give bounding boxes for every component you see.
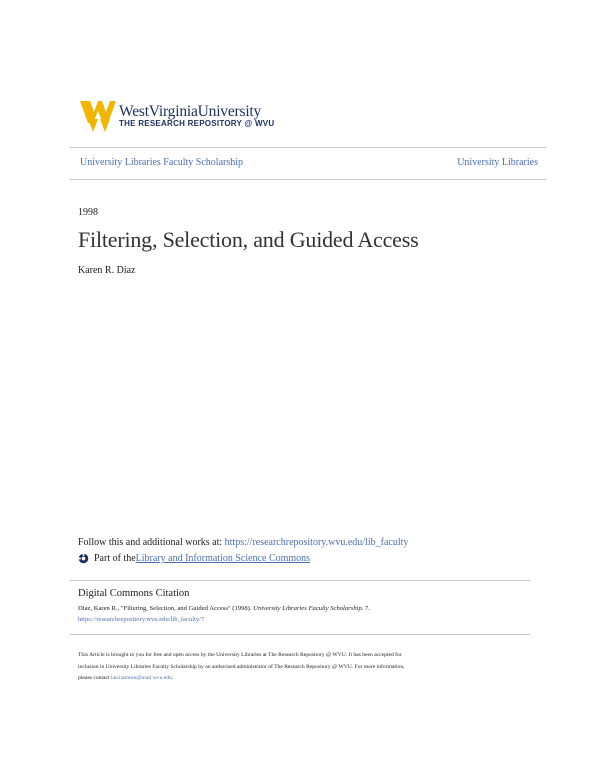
follow-line xyxy=(78,537,408,548)
collection-link[interactable]: University Libraries Faculty Scholarship xyxy=(80,157,244,168)
part-of-line xyxy=(78,553,310,564)
wvu-logo[interactable] xyxy=(80,99,274,133)
access-notice xyxy=(78,650,538,685)
network-icon xyxy=(78,553,89,564)
notice-line-3 xyxy=(78,673,538,685)
notice-line-2: inclusion in University Libraries Faculty Scholarship by an authorized administrator of The Research Repository @ WVU. For more information, xyxy=(78,663,405,670)
part-of-prefix: Part of the xyxy=(94,553,136,564)
notice-contact-prefix: please contact xyxy=(78,675,111,681)
logo-university-name: WestVirginiaUniversity xyxy=(119,102,262,120)
unit-link[interactable]: University Libraries xyxy=(457,157,538,168)
citation-text-prefix: Diaz, Karen R., "Filtering, Selection, and Guided Access" (1998). xyxy=(78,605,254,612)
citation-text xyxy=(78,603,370,614)
citation-url-link[interactable]: https://researchrepository.wvu.edu/lib_faculty/7 xyxy=(78,616,205,623)
commons-link[interactable]: Library and Information Science Commons xyxy=(135,553,311,564)
article-title: Filtering, Selection, and Guided Access xyxy=(78,227,419,252)
nav-divider xyxy=(70,179,546,180)
contact-email-link[interactable]: ian.harmon@mail.wvu.edu xyxy=(110,675,172,681)
notice-contact-suffix: . xyxy=(171,675,174,681)
follow-url-link[interactable]: https://researchrepository.wvu.edu/lib_faculty xyxy=(224,537,409,548)
follow-prefix: Follow this and additional works at: xyxy=(78,537,225,548)
citation-series: University Libraries Faculty Scholarship xyxy=(253,605,362,612)
top-divider xyxy=(70,147,546,148)
notice-line-1: This Article is brought to you for free and open access by the University Libraries at The Research Repository @ WVU. It has been accepted for xyxy=(78,652,402,658)
citation-block xyxy=(78,603,370,625)
article-author: Karen R. Diaz xyxy=(78,265,136,276)
flying-wv-icon xyxy=(80,99,116,133)
logo-repository-name: THE RESEARCH REPOSITORY @ WVU xyxy=(119,119,275,129)
citation-divider xyxy=(70,580,530,581)
citation-text-suffix: . 7. xyxy=(361,605,370,612)
publication-year: 1998 xyxy=(78,207,98,218)
notice-divider xyxy=(70,634,530,635)
citation-heading: Digital Commons Citation xyxy=(78,588,190,599)
